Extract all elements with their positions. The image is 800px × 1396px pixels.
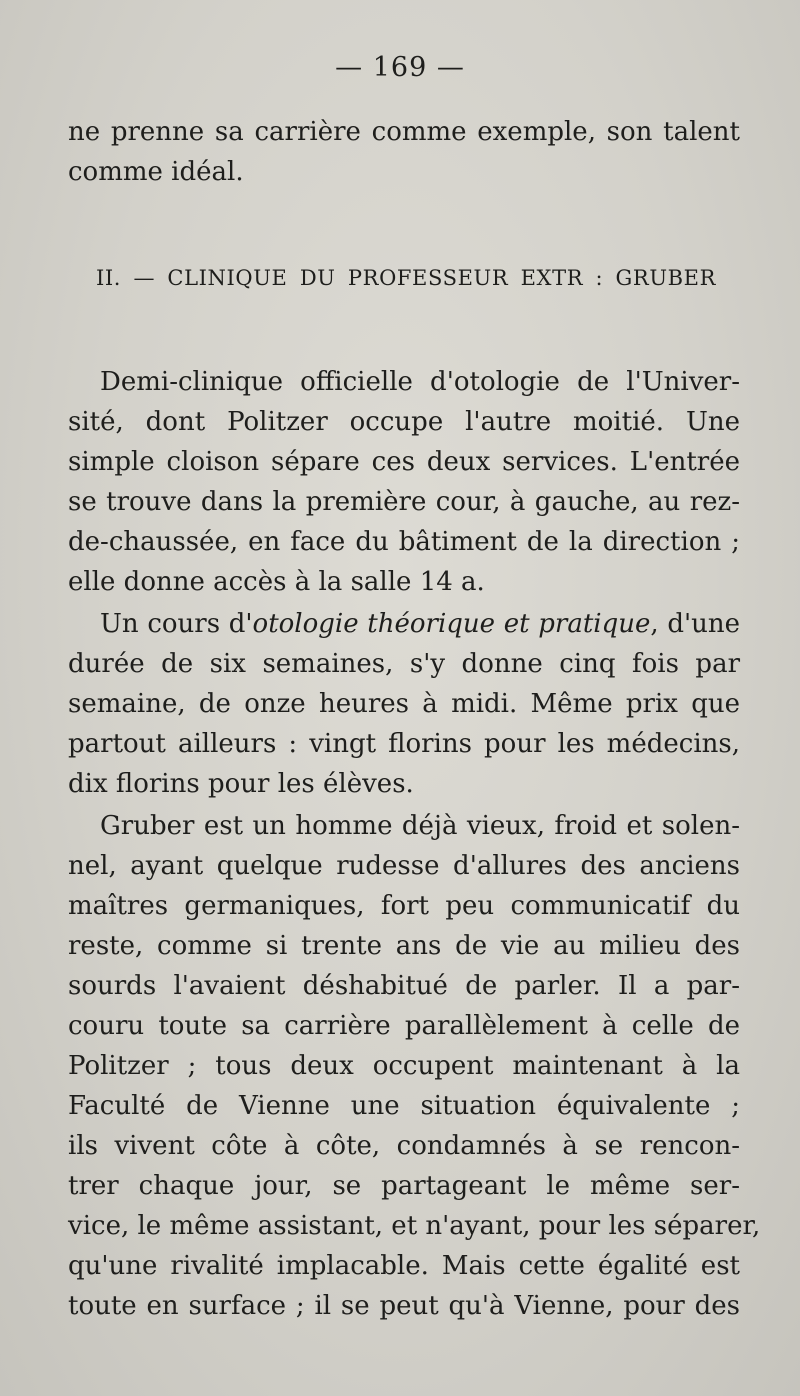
italic-course-title: otologie théorique et pratique — [252, 609, 651, 639]
text-line: ils vivent côte à côte, condamnés à se rencon- — [68, 1131, 740, 1161]
text-line: simple cloison sépare ces deux services. L'entrée — [68, 447, 740, 477]
paragraph-first-line: Demi-clinique officielle d'otologie de l'Univer- — [100, 367, 740, 397]
paragraph-first-line — [100, 604, 740, 644]
text-line: de-chaussée, en face du bâtiment de la direction ; — [68, 527, 740, 557]
text-line: dix florins pour les élèves. — [68, 769, 414, 799]
text-line: comme idéal. — [68, 157, 244, 187]
text-segment: Un cours d' — [100, 609, 253, 639]
text-line: sourds l'avaient déshabitué de parler. Il a par- — [68, 971, 740, 1001]
text-line: se trouve dans la première cour, à gauche, au rez- — [68, 487, 740, 517]
text-line: sité, dont Politzer occupe l'autre moitié. Une — [68, 407, 740, 437]
text-line: ne prenne sa carrière comme exemple, son talent — [68, 117, 740, 147]
text-line: partout ailleurs : vingt florins pour les médecins, — [68, 729, 740, 759]
text-line: couru toute sa carrière parallèlement à celle de — [68, 1011, 740, 1041]
text-line: Politzer ; tous deux occupent maintenant à la — [68, 1051, 740, 1081]
text-line: elle donne accès à la salle 14 a. — [68, 567, 485, 597]
text-line: toute en surface ; il se peut qu'à Vienne, pour des — [68, 1291, 740, 1321]
paragraph-first-line: Gruber est un homme déjà vieux, froid et solen- — [100, 811, 740, 841]
text-line: reste, comme si trente ans de vie au milieu des — [68, 931, 740, 961]
text-line: nel, ayant quelque rudesse d'allures des anciens — [68, 851, 740, 881]
text-line: Faculté de Vienne une situation équivalente ; — [68, 1091, 740, 1121]
text-line: trer chaque jour, se partageant le même ser- — [68, 1171, 740, 1201]
page-number: — 169 — — [335, 52, 465, 83]
section-heading: II. — CLINIQUE DU PROFESSEUR EXTR : GRUBER — [96, 266, 716, 290]
text-line: semaine, de onze heures à midi. Même prix que — [68, 689, 740, 719]
text-line: vice, le même assistant, et n'ayant, pour les séparer, — [68, 1211, 761, 1241]
text-line: durée de six semaines, s'y donne cinq fois par — [68, 649, 740, 679]
text-line: maîtres germaniques, fort peu communicatif du — [68, 891, 740, 921]
text-segment: , d'une — [650, 609, 740, 639]
text-line: qu'une rivalité implacable. Mais cette égalité est — [68, 1251, 740, 1281]
